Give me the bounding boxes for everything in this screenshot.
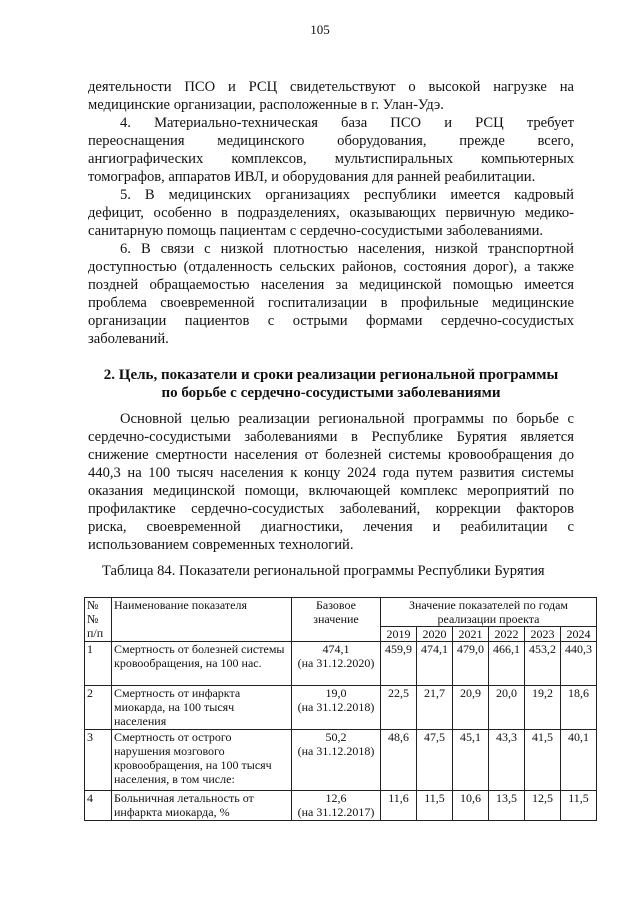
row-value: 47,5: [417, 730, 453, 791]
row-value: 11,5: [561, 791, 597, 821]
goal-line: Основной целью реализации региональной программы по борьбе с: [120, 411, 574, 427]
row-base-date: (на 31.12.2018): [297, 700, 375, 714]
goal-line: снижение смертности населения от болезней системы кровообращения до: [88, 447, 574, 463]
row-num: 1: [85, 642, 112, 686]
row-num: 2: [85, 686, 112, 730]
table-row: [85, 791, 597, 821]
body-line: ангиографических комплексов, мультиспиральных компьютерных: [88, 151, 574, 167]
row-num: 4: [85, 791, 112, 821]
row-base-date: (на 31.12.2017): [297, 805, 375, 819]
row-value: 479,0: [453, 642, 489, 686]
row-base: [292, 686, 381, 730]
body-line: санитарную помощь пациентам с сердечно-сосудистыми заболеваниями.: [88, 223, 544, 239]
row-value: 45,1: [453, 730, 489, 791]
row-value: 21,7: [417, 686, 453, 730]
row-value: 20,0: [489, 686, 525, 730]
body-line: доступностью (отдаленность сельских районов, состояния дорог), а также: [88, 259, 574, 275]
row-base: [292, 642, 381, 686]
row-base-value: 19,0: [325, 686, 347, 700]
row-value: 48,6: [381, 730, 417, 791]
row-value: 18,6: [561, 686, 597, 730]
row-value: 10,6: [453, 791, 489, 821]
row-value: 40,1: [561, 730, 597, 791]
row-value: 43,3: [489, 730, 525, 791]
goal-line: использованием современных технологий.: [88, 537, 354, 553]
body-line: поздней обращаемостью населения за медицинской помощью имеется: [88, 277, 574, 293]
section-heading-line-2: по борьбе с сердечно-сосудистыми заболеваниями: [161, 385, 501, 401]
header-year: 2021: [453, 627, 489, 642]
row-value: 12,5: [525, 791, 561, 821]
goal-line: риска, своевременной диагностики, лечения и реабилитации с: [88, 519, 574, 535]
table-row: [85, 730, 597, 791]
row-name: Смертность от острого нарушения мозгового кровообращения, на 100 тысяч населения, в том числе:: [112, 730, 292, 791]
body-line: томографов, аппаратов ИВЛ, и оборудования для ранней реабилитации.: [88, 169, 536, 185]
table-header-row: [85, 598, 597, 627]
row-base-value: 474,1: [322, 642, 350, 656]
row-base: [292, 791, 381, 821]
body-line: деятельности ПСО и РСЦ свидетельствуют о высокой нагрузке на: [88, 79, 574, 95]
row-value: 22,5: [381, 686, 417, 730]
header-year: 2019: [381, 627, 417, 642]
header-base: Базовое значение: [292, 598, 381, 642]
row-base-date: (на 31.12.2020): [297, 656, 375, 670]
row-value: 41,5: [525, 730, 561, 791]
goal-line: 440,3 на 100 тысяч населения к концу 2024 года путем развития системы: [88, 465, 574, 481]
goal-line: сердечно-сосудистыми заболеваниями в Республике Бурятия является: [88, 429, 574, 445]
section-heading-line-1: 2. Цель, показатели и сроки реализации региональной программы: [103, 367, 559, 383]
row-value: 474,1: [417, 642, 453, 686]
row-value: 11,6: [381, 791, 417, 821]
row-value: 13,5: [489, 791, 525, 821]
header-year: 2022: [489, 627, 525, 642]
header-name: Наименование показателя: [112, 598, 292, 642]
row-value: 459,9: [381, 642, 417, 686]
row-value: 453,2: [525, 642, 561, 686]
body-line: медицинские организации, расположенные в г. Улан-Удэ.: [88, 97, 444, 113]
header-values-group: Значение показателей по годам реализации проекта: [381, 598, 597, 627]
row-base-date: (на 31.12.2018): [297, 744, 375, 758]
row-name: Больничная летальность от инфаркта миокарда, %: [112, 791, 292, 821]
body-line: 6. В связи с низкой плотностью населения, низкой транспортной: [120, 241, 574, 257]
header-year: 2024: [561, 627, 597, 642]
header-year: 2023: [525, 627, 561, 642]
page-number: 105: [310, 22, 330, 37]
body-line: 4. Материально-техническая база ПСО и РСЦ требует: [120, 115, 574, 131]
row-value: 11,5: [417, 791, 453, 821]
header-year: 2020: [417, 627, 453, 642]
indicators-table: [84, 597, 597, 821]
row-name: Смертность от инфаркта миокарда, на 100 тысяч населения: [112, 686, 292, 730]
row-value: 440,3: [561, 642, 597, 686]
row-value: 466,1: [489, 642, 525, 686]
row-value: 20,9: [453, 686, 489, 730]
row-base-value: 12,6: [325, 791, 347, 805]
goal-line: профилактике сердечно-сосудистых заболеваний, коррекции факторов: [88, 501, 574, 517]
row-base-value: 50,2: [325, 730, 347, 744]
header-num: №№ п/п: [85, 598, 112, 642]
row-base: [292, 730, 381, 791]
row-num: 3: [85, 730, 112, 791]
table-row: [85, 642, 597, 686]
body-line: проблема своевременной госпитализации в профильные медицинские: [88, 295, 574, 311]
body-line: заболеваний.: [88, 331, 169, 347]
row-value: 19,2: [525, 686, 561, 730]
body-line: 5. В медицинских организациях республики имеется кадровый: [120, 187, 574, 203]
row-name: Смертность от болезней системы кровообращения, на 100 нас.: [112, 642, 292, 686]
table-caption: Таблица 84. Показатели региональной программы Республики Бурятия: [102, 563, 545, 579]
body-line: организации пациентов с острыми формами сердечно-сосудистых: [88, 313, 574, 329]
body-line: дефицит, особенно в подразделениях, оказывающих первичную медико-: [88, 205, 574, 221]
goal-line: оказания медицинской помощи, включающей комплекс мероприятий по: [88, 483, 574, 499]
table-row: [85, 686, 597, 730]
body-line: переоснащения медицинского оборудования, прежде всего,: [88, 133, 574, 149]
